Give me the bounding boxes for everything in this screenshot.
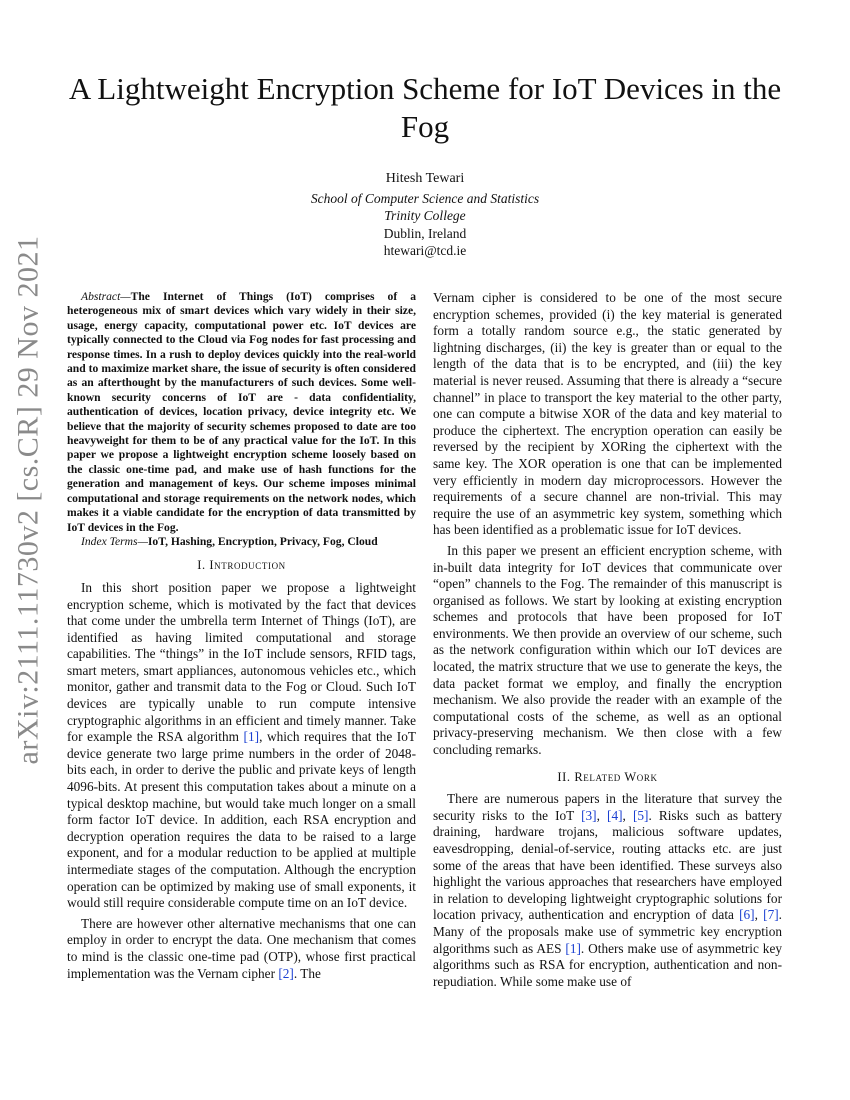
abstract: Abstract—The Internet of Things (IoT) comprises of a heterogeneous mix of smart devices which vary widely in their size, usage, energy capacity, computational power etc. IoT devices are typically connected to the Cloud via Fog nodes for fast processing and response times. In a rush to deploy devices quickly into the real-world and to maximize market share, the issue of security is often considered as an afterthought by the manufacturers of such devices. Some well-known security concerns of IoT are - data confidentiality, authentication of devices, location privacy, device integrity etc. We believe that the majority of security schemes proposed to date are too heavyweight for them to be of any practical value for the IoT. In this paper we propose a lightweight encryption scheme loosely based on the classic one-time pad, and make use of hash functions for the generation and management of keys. Our scheme imposes minimal computational and storage requirements on the network nodes, which makes it a viable candidate for the encryption of data transmitted by IoT devices in the Fog. xyxy=(67,290,416,534)
left-column xyxy=(67,290,416,982)
index-terms: Index Terms—IoT, Hashing, Encryption, Privacy, Fog, Cloud xyxy=(81,534,378,548)
intro-paragraph-2-continued: Vernam cipher is considered to be one of the most secure encryption schemes, provided (i) the key material is generated form a totally random source e.g., the static generated by lightning discharges, (ii) the key is greater than or equal to the length of the data that is to be encrypted, and (iii) the key material is never reused. Assuming that there is already a “secure channel” in place to transport the key material to the other party, one can compute a bitwise XOR of the data and key material to produce the ciphertext. The encryption operation can easily be reversed by the recipient by XORing the ciphertext with the same key. The XOR operation is one that can be implemented very efficiently in modern day microprocessors. However the requirements of a secure channel are non-trivial. This may require the use of an asymmetric key system, something which has been identified as a problematic issue for IoT devices. xyxy=(433,290,782,538)
abstract-text: The Internet of Things (IoT) comprises of a heterogeneous mix of smart devices which vary widely in their size, usage, energy capacity, computational power etc. IoT devices are typically connected to the Cloud via Fog nodes for fast processing and response times. In a rush to deploy devices quickly into the real-world and to maximize market share, the issue of security is often considered as an afterthought by the manufacturers of such devices. Some well-known security concerns of IoT are - data confidentiality, authentication of devices, location privacy, device integrity etc. We believe that the majority of security schemes proposed to date are too heavyweight for them to be of any practical value for the IoT. In this paper we propose a lightweight encryption scheme loosely based on the classic one-time pad, and make use of hash functions for the generation and management of keys. Our scheme imposes minimal computational and storage requirements on the network nodes, which makes it a viable candidate for the encryption of data transmitted by IoT devices in the Fog. xyxy=(67,290,416,534)
author-email: htewari@tcd.ie xyxy=(383,243,467,258)
arxiv-sidebar-stamp xyxy=(8,235,48,765)
intro-paragraph-1: In this short position paper we propose a lightweight encryption scheme, which is motivated by the fact that devices that come under the umbrella term Internet of Things (IoT), are identified as having limited computational and storage capabilities. The “things” in the IoT include sensors, RFID tags, smart meters, smart appliances, autonomous vehicles etc., which monitor, gather and transmit data to the Fog or Cloud. Such IoT devices are typically unable to run compute intensive cryptographic algorithms in an efficient and timely manner. Take for example the RSA algorithm [1], which requires that the IoT device generate two large prime numbers in the order of 2048-bits each, in order to derive the public and private keys of length 4096-bits. At present this computation takes about a minute on a typical desktop machine, but would take much longer on a small form factor IoT device. In addition, each RSA encryption and decryption operation requires the data to be raised to a large exponent, and for a modular reduction to be applied at multiple intermediate stages of the computation. Although the encryption operation can be optimized by making use of small exponents, it would still require considerable compute time on an IoT device. xyxy=(67,579,416,911)
citation-link[interactable]: [7] xyxy=(763,907,779,923)
citation-link[interactable]: [3] xyxy=(581,807,597,823)
author-institution: Trinity College xyxy=(384,208,466,223)
intro-paragraph-2: There are however other alternative mechanisms that one can employ in order to encrypt the data. One mechanism that comes to mind is the classic one-time pad (OTP), whose first practical implementation was the Vernam cipher [2]. The xyxy=(67,915,416,981)
citation-link[interactable]: [1] xyxy=(243,729,260,745)
citation-link[interactable]: [4] xyxy=(607,807,623,823)
citation-link[interactable]: [2] xyxy=(278,965,294,981)
index-terms-label: Index Terms xyxy=(81,534,138,548)
right-column xyxy=(433,290,782,990)
section-heading-introduction: I. Introduction xyxy=(197,558,286,573)
paper-title: A Lightweight Encryption Scheme for IoT Devices in the Fog xyxy=(68,71,782,144)
index-terms-text: IoT, Hashing, Encryption, Privacy, Fog, Cloud xyxy=(147,534,378,548)
arxiv-identifier: arXiv:2111.11730v2 [cs.CR] 29 Nov 2021 xyxy=(11,235,44,765)
related-work-paragraph: There are numerous papers in the literature that survey the security risks to the IoT [3], [4], [5]. Risks such as battery draining, hardware trojans, malicious software updates, eavesdropping, denial-of-service, routing attacks etc. are just some of the areas that have been identified. These surveys also highlight the various approaches that researchers have employed in relation to developing lightweight cryptographic solutions for location privacy, authentication and encryption of data [6], [7]. Many of the proposals make use of symmetric key encryption algorithms such as AES [1]. Others make use of asymmetric key algorithms such as RSA for encryption, authentication and non-repudiation. While some make use of xyxy=(433,791,783,989)
author-name: Hitesh Tewari xyxy=(385,171,465,186)
abstract-label: Abstract xyxy=(81,290,121,303)
author-block xyxy=(200,170,650,260)
citation-link[interactable]: [5] xyxy=(632,807,649,823)
author-department: School of Computer Science and Statistics xyxy=(310,190,540,206)
author-location: Dublin, Ireland xyxy=(383,225,467,241)
intro-paragraph-3: In this paper we present an efficient encryption scheme, with in-built data integrity for IoT devices that communicate over “open” channels to the Fog. The remainder of this manuscript is organised as follows. We start by looking at existing encryption schemes and protocols that have been proposed for IoT environments. We then provide an overview of our scheme, such as the network configuration within which our IoT devices are located, the matrix structure that we use to generate the keys, the data packet format we employ, and finally the encryption mechanism. We also provide the reader with an example of the computational costs of the scheme, as well as an optional privacy-preserving mechanism. We then close with a few concluding remarks. xyxy=(433,542,782,758)
section-heading-related-work: II. Related Work xyxy=(557,769,658,784)
citation-link[interactable]: [6] xyxy=(739,907,755,923)
citation-link[interactable]: [1] xyxy=(565,940,581,956)
